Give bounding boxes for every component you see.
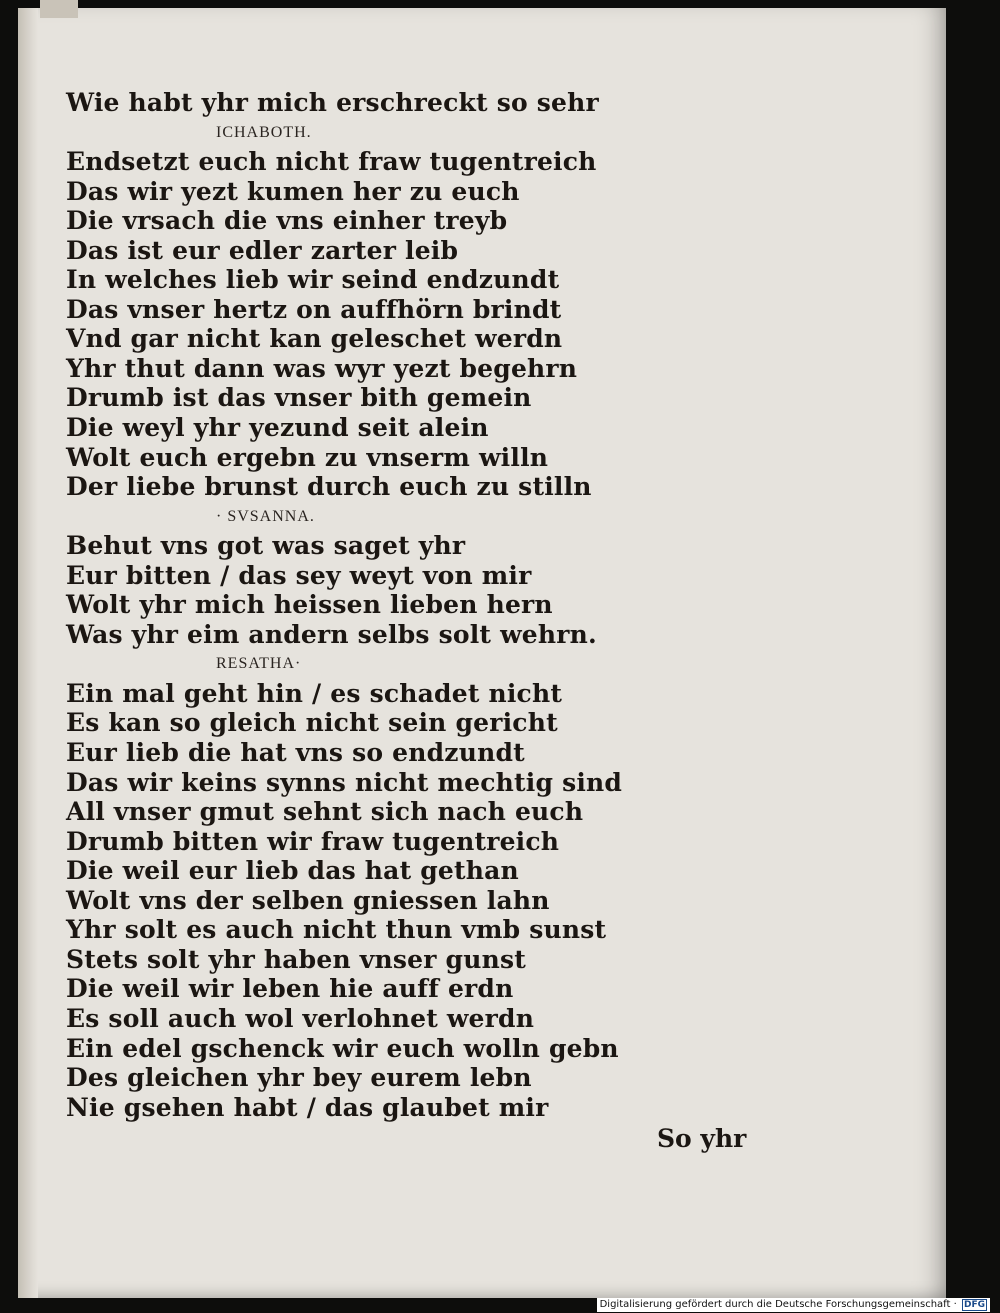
verse-line: Eur bitten / das sey weyt von mir	[66, 560, 532, 590]
verse-line: Stets solt yhr haben vnser gunst	[66, 944, 526, 974]
verse-line: Ein mal geht hin / es schadet nicht	[66, 678, 563, 708]
verse-line: Das wir keins synns nicht mechtig sind	[66, 767, 623, 797]
digitization-footer	[597, 1298, 990, 1312]
verse-line: Wolt vns der selben gniessen lahn	[66, 885, 550, 915]
catchword: So yhr	[657, 1124, 747, 1153]
verse-line: Wolt yhr mich heissen lieben hern	[66, 590, 553, 620]
verse-line: Wolt euch ergebn zu vnserm willn	[66, 442, 549, 472]
verse-line: Wie habt yhr mich erschreckt so sehr	[66, 88, 599, 117]
verse-line: Yhr solt es auch nicht thun vmb sunst	[66, 915, 607, 945]
page-tab-marker	[40, 0, 78, 18]
verse-line: Die weil wir leben hie auff erdn	[66, 974, 514, 1004]
verse-line: Yhr thut dann was wyr yezt begehrn	[66, 353, 578, 383]
footer-credit-text: Digitalisierung gefördert durch die Deutsche Forschungsgemeinschaft ·	[599, 1299, 957, 1310]
verse-line: Es soll auch wol verlohnet werdn	[66, 1003, 535, 1033]
verse-line: Die weyl yhr yezund seit alein	[66, 413, 489, 443]
verse-line: Vnd gar nicht kan geleschet werdn	[66, 324, 563, 354]
verse-line: Behut vns got was saget yhr	[66, 531, 466, 561]
verse-line: Das wir yezt kumen her zu euch	[66, 176, 520, 206]
speaker-heading: RESATHA·	[216, 655, 302, 673]
verse-line: Eur lieb die hat vns so endzundt	[66, 738, 525, 768]
verse-line: Was yhr eim andern selbs solt wehrn.	[66, 619, 597, 649]
verse-line: Endsetzt euch nicht fraw tugentreich	[66, 147, 597, 177]
verse-line: Nie gsehen habt / das glaubet mir	[66, 1092, 549, 1122]
verse-line: Das vnser hertz on auffhörn brindt	[66, 294, 562, 324]
verse-text-block	[66, 88, 626, 1122]
verse-line: Der liebe brunst durch euch zu stilln	[66, 472, 592, 502]
verse-line: Es kan so gleich nicht sein gericht	[66, 708, 558, 738]
verse-line: Drumb ist das vnser bith gemein	[66, 383, 532, 413]
verse-line: Die vrsach die vns einher treyb	[66, 206, 508, 236]
verse-line: Ein edel gschenck wir euch wolln gebn	[66, 1033, 619, 1063]
verse-line: Die weil eur lieb das hat gethan	[66, 856, 519, 886]
page-binding-edge	[18, 8, 38, 1298]
verse-line: Des gleichen yhr bey eurem lebn	[66, 1063, 532, 1093]
verse-line: Drumb bitten wir fraw tugentreich	[66, 826, 560, 856]
verse-line: Das ist eur edler zarter leib	[66, 235, 459, 265]
speaker-heading: ICHABOTH.	[216, 123, 312, 141]
verse-line: In welches lieb wir seind endzundt	[66, 265, 560, 295]
dfg-logo: DFG	[963, 1300, 985, 1310]
speaker-heading: · SVSANNA.	[216, 507, 315, 525]
verse-line: All vnser gmut sehnt sich nach euch	[66, 797, 584, 827]
